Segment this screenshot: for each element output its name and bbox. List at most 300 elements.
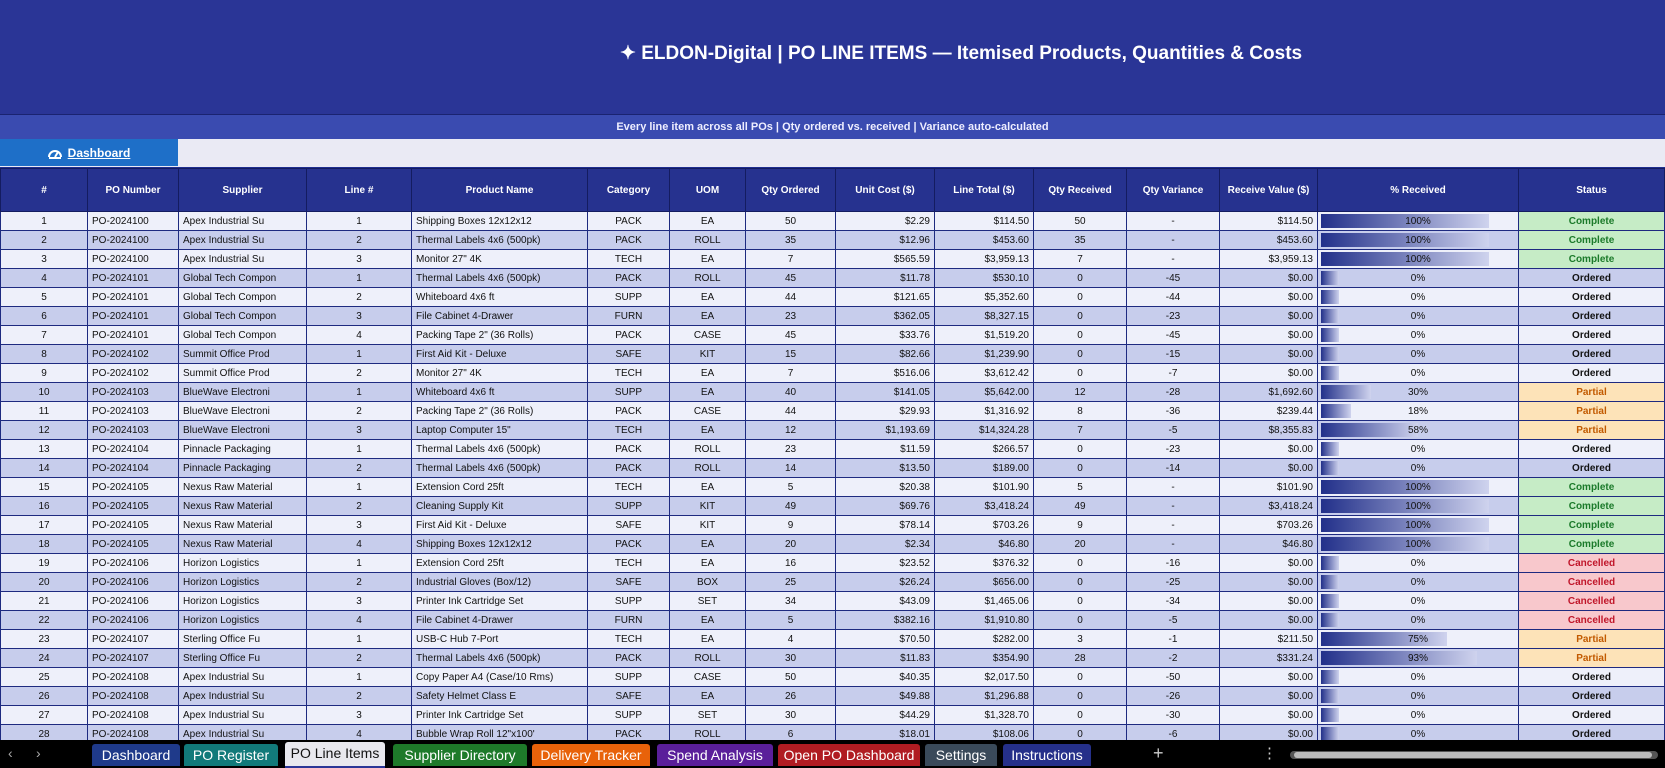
table-cell[interactable]: $5,642.00 [935,383,1034,402]
table-row[interactable] [1,383,1665,402]
table-cell[interactable]: 5 [746,611,836,630]
table-cell[interactable]: 1 [307,554,412,573]
table-cell[interactable]: $82.66 [836,345,935,364]
table-cell[interactable]: $1,910.80 [935,611,1034,630]
table-cell[interactable]: 3 [1,250,88,269]
table-cell[interactable]: Monitor 27" 4K [412,364,588,383]
table-cell[interactable]: -45 [1127,269,1220,288]
table-cell[interactable]: $0.00 [1220,307,1318,326]
table-row[interactable] [1,250,1665,269]
column-header[interactable]: Supplier [179,169,307,212]
table-cell[interactable]: $78.14 [836,516,935,535]
table-cell[interactable] [1318,250,1519,269]
table-cell[interactable]: SAFE [588,345,670,364]
table-cell[interactable]: PO-2024101 [88,326,179,345]
table-cell[interactable]: 3 [307,250,412,269]
table-cell[interactable]: $2.34 [836,535,935,554]
table-cell[interactable]: FURN [588,611,670,630]
table-cell[interactable]: $0.00 [1220,459,1318,478]
table-cell[interactable]: 16 [746,554,836,573]
sheet-tab[interactable]: Supplier Directory [393,744,527,766]
table-cell[interactable]: Nexus Raw Material [179,478,307,497]
table-cell[interactable]: PO-2024107 [88,649,179,668]
table-row[interactable] [1,497,1665,516]
status-badge[interactable]: Complete [1519,250,1665,269]
table-cell[interactable]: 3 [307,421,412,440]
table-cell[interactable]: Horizon Logistics [179,554,307,573]
table-cell[interactable]: -36 [1127,402,1220,421]
table-cell[interactable]: Shipping Boxes 12x12x12 [412,212,588,231]
plus-icon[interactable]: + [1153,743,1164,763]
table-cell[interactable]: $23.52 [836,554,935,573]
table-cell[interactable] [1318,611,1519,630]
table-cell[interactable]: FURN [588,307,670,326]
column-header[interactable]: Line # [307,169,412,212]
table-cell[interactable]: $1,519.20 [935,326,1034,345]
table-cell[interactable]: $0.00 [1220,573,1318,592]
table-cell[interactable] [1318,269,1519,288]
column-header[interactable]: Product Name [412,169,588,212]
table-cell[interactable]: Printer Ink Cartridge Set [412,592,588,611]
table-cell[interactable]: $43.09 [836,592,935,611]
table-cell[interactable]: File Cabinet 4-Drawer [412,307,588,326]
table-cell[interactable]: 30 [746,706,836,725]
table-cell[interactable]: 4 [746,630,836,649]
table-cell[interactable]: 2 [307,231,412,250]
table-cell[interactable]: 0 [1034,326,1127,345]
table-cell[interactable]: $0.00 [1220,326,1318,345]
table-cell[interactable]: PO-2024106 [88,573,179,592]
table-cell[interactable]: Safety Helmet Class E [412,687,588,706]
table-cell[interactable]: $266.57 [935,440,1034,459]
table-cell[interactable]: $703.26 [935,516,1034,535]
table-cell[interactable]: $382.16 [836,611,935,630]
table-cell[interactable]: $0.00 [1220,706,1318,725]
table-cell[interactable] [1318,668,1519,687]
table-cell[interactable]: Apex Industrial Su [179,231,307,250]
table-cell[interactable]: Global Tech Compon [179,307,307,326]
sheet-tab[interactable]: Open PO Dashboard [778,744,920,766]
table-cell[interactable] [1318,497,1519,516]
table-cell[interactable]: $18.01 [836,725,935,744]
table-cell[interactable]: First Aid Kit - Deluxe [412,345,588,364]
status-badge[interactable]: Ordered [1519,307,1665,326]
table-cell[interactable]: 0 [1034,706,1127,725]
table-cell[interactable]: $530.10 [935,269,1034,288]
table-cell[interactable]: 0 [1034,611,1127,630]
table-row[interactable] [1,231,1665,250]
table-row[interactable] [1,573,1665,592]
table-cell[interactable]: 1 [307,345,412,364]
table-cell[interactable] [1318,687,1519,706]
table-cell[interactable]: Laptop Computer 15" [412,421,588,440]
table-cell[interactable]: PO-2024108 [88,687,179,706]
table-row[interactable] [1,516,1665,535]
table-cell[interactable]: $0.00 [1220,345,1318,364]
table-cell[interactable]: 7 [1,326,88,345]
table-cell[interactable]: Industrial Gloves (Box/12) [412,573,588,592]
status-badge[interactable]: Cancelled [1519,592,1665,611]
table-cell[interactable]: Nexus Raw Material [179,516,307,535]
table-row[interactable] [1,706,1665,725]
table-cell[interactable]: PACK [588,459,670,478]
table-cell[interactable]: $8,327.15 [935,307,1034,326]
status-badge[interactable]: Partial [1519,402,1665,421]
table-cell[interactable]: SAFE [588,516,670,535]
table-cell[interactable]: 45 [746,269,836,288]
table-cell[interactable]: $141.05 [836,383,935,402]
table-cell[interactable]: Horizon Logistics [179,611,307,630]
table-cell[interactable]: $69.76 [836,497,935,516]
table-cell[interactable]: Apex Industrial Su [179,250,307,269]
sheet-tab[interactable]: Instructions [1003,744,1091,766]
table-cell[interactable]: 1 [307,269,412,288]
table-cell[interactable]: 44 [746,288,836,307]
table-cell[interactable]: $70.50 [836,630,935,649]
table-cell[interactable]: 24 [1,649,88,668]
table-cell[interactable]: SAFE [588,687,670,706]
table-cell[interactable] [1318,573,1519,592]
table-cell[interactable]: 25 [1,668,88,687]
table-cell[interactable]: EA [670,250,746,269]
table-cell[interactable]: 0 [1034,364,1127,383]
table-cell[interactable]: 1 [307,630,412,649]
table-row[interactable] [1,402,1665,421]
table-cell[interactable]: PO-2024103 [88,383,179,402]
table-cell[interactable]: 2 [307,649,412,668]
table-cell[interactable]: $46.80 [1220,535,1318,554]
table-cell[interactable]: $0.00 [1220,668,1318,687]
table-cell[interactable]: Global Tech Compon [179,288,307,307]
table-row[interactable] [1,288,1665,307]
table-cell[interactable]: Thermal Labels 4x6 (500pk) [412,459,588,478]
table-cell[interactable]: $0.00 [1220,725,1318,744]
table-cell[interactable]: TECH [588,478,670,497]
table-cell[interactable]: SAFE [588,573,670,592]
table-cell[interactable]: PO-2024104 [88,459,179,478]
table-cell[interactable]: SUPP [588,288,670,307]
table-cell[interactable]: 44 [746,402,836,421]
table-cell[interactable]: TECH [588,554,670,573]
column-header[interactable]: Qty Received [1034,169,1127,212]
status-badge[interactable]: Ordered [1519,269,1665,288]
table-cell[interactable]: PACK [588,212,670,231]
table-cell[interactable]: 2 [307,497,412,516]
table-cell[interactable]: PO-2024105 [88,497,179,516]
column-header[interactable]: Qty Variance [1127,169,1220,212]
table-cell[interactable]: 40 [746,383,836,402]
table-cell[interactable]: $1,296.88 [935,687,1034,706]
table-cell[interactable]: 9 [746,516,836,535]
table-cell[interactable] [1318,345,1519,364]
table-cell[interactable]: $453.60 [1220,231,1318,250]
table-cell[interactable]: $362.05 [836,307,935,326]
table-cell[interactable]: 0 [1034,345,1127,364]
table-cell[interactable]: EA [670,364,746,383]
table-cell[interactable]: $11.83 [836,649,935,668]
table-row[interactable] [1,326,1665,345]
table-cell[interactable]: $11.59 [836,440,935,459]
status-badge[interactable]: Ordered [1519,345,1665,364]
table-cell[interactable]: EA [670,535,746,554]
table-cell[interactable]: 0 [1034,592,1127,611]
table-cell[interactable]: - [1127,516,1220,535]
table-cell[interactable]: Horizon Logistics [179,573,307,592]
table-cell[interactable]: 49 [1034,497,1127,516]
table-row[interactable] [1,687,1665,706]
table-cell[interactable]: 12 [746,421,836,440]
status-badge[interactable]: Ordered [1519,326,1665,345]
table-row[interactable] [1,421,1665,440]
status-badge[interactable]: Ordered [1519,459,1665,478]
table-cell[interactable]: $33.76 [836,326,935,345]
table-row[interactable] [1,459,1665,478]
table-cell[interactable]: 8 [1,345,88,364]
table-cell[interactable]: -15 [1127,345,1220,364]
table-cell[interactable]: $1,316.92 [935,402,1034,421]
table-cell[interactable] [1318,307,1519,326]
table-cell[interactable]: ROLL [670,231,746,250]
sheet-tab[interactable]: Delivery Tracker [532,744,650,766]
table-cell[interactable]: 16 [1,497,88,516]
table-cell[interactable]: 3 [307,592,412,611]
table-cell[interactable]: 1 [307,668,412,687]
table-row[interactable] [1,535,1665,554]
table-cell[interactable]: -5 [1127,611,1220,630]
table-cell[interactable]: KIT [670,497,746,516]
table-cell[interactable]: $703.26 [1220,516,1318,535]
table-cell[interactable]: PACK [588,535,670,554]
table-cell[interactable]: $0.00 [1220,592,1318,611]
table-cell[interactable]: 0 [1034,307,1127,326]
table-cell[interactable]: 28 [1034,649,1127,668]
table-cell[interactable]: $239.44 [1220,402,1318,421]
table-cell[interactable]: $3,418.24 [935,497,1034,516]
table-cell[interactable]: PO-2024100 [88,231,179,250]
table-cell[interactable]: TECH [588,421,670,440]
table-cell[interactable]: 0 [1034,573,1127,592]
table-cell[interactable]: 20 [1034,535,1127,554]
table-cell[interactable]: $3,612.42 [935,364,1034,383]
table-cell[interactable]: PO-2024100 [88,212,179,231]
table-cell[interactable]: $1,239.90 [935,345,1034,364]
table-cell[interactable]: KIT [670,516,746,535]
table-cell[interactable]: BlueWave Electroni [179,383,307,402]
column-header[interactable]: # [1,169,88,212]
table-cell[interactable]: USB-C Hub 7-Port [412,630,588,649]
table-cell[interactable]: 15 [746,345,836,364]
table-cell[interactable]: Sterling Office Fu [179,630,307,649]
table-cell[interactable]: 18 [1,535,88,554]
table-cell[interactable]: ROLL [670,725,746,744]
table-cell[interactable]: PO-2024105 [88,516,179,535]
table-cell[interactable]: $453.60 [935,231,1034,250]
table-cell[interactable] [1318,630,1519,649]
scrollbar-thumb[interactable] [1294,752,1652,758]
table-cell[interactable] [1318,364,1519,383]
table-cell[interactable]: TECH [588,250,670,269]
table-cell[interactable]: $565.59 [836,250,935,269]
table-cell[interactable]: Global Tech Compon [179,326,307,345]
table-cell[interactable]: 19 [1,554,88,573]
table-cell[interactable]: -14 [1127,459,1220,478]
table-cell[interactable]: Copy Paper A4 (Case/10 Rms) [412,668,588,687]
table-row[interactable] [1,649,1665,668]
table-cell[interactable]: EA [670,630,746,649]
table-cell[interactable]: 7 [1034,250,1127,269]
table-cell[interactable]: EA [670,288,746,307]
table-cell[interactable]: 50 [746,212,836,231]
table-cell[interactable]: $44.29 [836,706,935,725]
table-cell[interactable]: EA [670,611,746,630]
table-cell[interactable]: $0.00 [1220,554,1318,573]
table-cell[interactable]: EA [670,554,746,573]
table-cell[interactable]: PO-2024101 [88,288,179,307]
status-badge[interactable]: Complete [1519,212,1665,231]
table-cell[interactable]: PO-2024106 [88,592,179,611]
table-row[interactable] [1,345,1665,364]
table-cell[interactable]: PACK [588,440,670,459]
column-header[interactable]: Unit Cost ($) [836,169,935,212]
table-cell[interactable]: PO-2024107 [88,630,179,649]
table-cell[interactable]: $121.65 [836,288,935,307]
table-cell[interactable]: Packing Tape 2" (36 Rolls) [412,402,588,421]
table-cell[interactable]: -25 [1127,573,1220,592]
table-cell[interactable]: PO-2024106 [88,611,179,630]
status-badge[interactable]: Partial [1519,630,1665,649]
table-cell[interactable]: - [1127,478,1220,497]
table-cell[interactable]: 34 [746,592,836,611]
status-badge[interactable]: Ordered [1519,706,1665,725]
table-cell[interactable] [1318,421,1519,440]
table-cell[interactable]: 2 [307,402,412,421]
table-cell[interactable]: 0 [1034,459,1127,478]
table-cell[interactable]: $12.96 [836,231,935,250]
table-cell[interactable]: 49 [746,497,836,516]
table-cell[interactable]: 9 [1034,516,1127,535]
table-cell[interactable]: -50 [1127,668,1220,687]
table-cell[interactable]: $3,418.24 [1220,497,1318,516]
table-cell[interactable]: $11.78 [836,269,935,288]
table-cell[interactable]: BlueWave Electroni [179,402,307,421]
table-cell[interactable]: PACK [588,649,670,668]
table-cell[interactable]: $26.24 [836,573,935,592]
sheet-tab[interactable]: Dashboard [92,744,180,766]
table-cell[interactable]: First Aid Kit - Deluxe [412,516,588,535]
table-cell[interactable]: 1 [307,478,412,497]
table-cell[interactable]: Bubble Wrap Roll 12"x100' [412,725,588,744]
table-cell[interactable]: -5 [1127,421,1220,440]
table-cell[interactable] [1318,516,1519,535]
table-cell[interactable]: SET [670,592,746,611]
table-cell[interactable]: EA [670,307,746,326]
table-cell[interactable]: PO-2024102 [88,364,179,383]
table-cell[interactable] [1318,459,1519,478]
table-cell[interactable]: $1,692.60 [1220,383,1318,402]
status-badge[interactable]: Ordered [1519,687,1665,706]
table-cell[interactable]: $1,193.69 [836,421,935,440]
table-cell[interactable]: 23 [746,440,836,459]
chevron-right-icon[interactable]: › [36,745,41,761]
table-cell[interactable]: -23 [1127,440,1220,459]
table-cell[interactable]: KIT [670,345,746,364]
table-cell[interactable]: Apex Industrial Su [179,706,307,725]
table-cell[interactable]: Apex Industrial Su [179,687,307,706]
table-cell[interactable]: $46.80 [935,535,1034,554]
table-cell[interactable]: $49.88 [836,687,935,706]
table-cell[interactable]: -44 [1127,288,1220,307]
column-header[interactable]: Category [588,169,670,212]
table-cell[interactable]: 1 [1,212,88,231]
table-cell[interactable] [1318,535,1519,554]
table-cell[interactable]: $8,355.83 [1220,421,1318,440]
table-cell[interactable]: $211.50 [1220,630,1318,649]
column-header[interactable]: Line Total ($) [935,169,1034,212]
table-cell[interactable]: ROLL [670,440,746,459]
status-badge[interactable]: Cancelled [1519,573,1665,592]
table-cell[interactable]: $114.50 [935,212,1034,231]
table-cell[interactable]: SUPP [588,706,670,725]
table-cell[interactable]: Packing Tape 2" (36 Rolls) [412,326,588,345]
table-cell[interactable]: $29.93 [836,402,935,421]
table-cell[interactable]: EA [670,421,746,440]
chevron-left-icon[interactable]: ‹ [8,745,13,761]
table-cell[interactable]: -6 [1127,725,1220,744]
table-cell[interactable]: Thermal Labels 4x6 (500pk) [412,269,588,288]
table-cell[interactable]: Sterling Office Fu [179,649,307,668]
table-cell[interactable]: 5 [746,478,836,497]
table-cell[interactable]: 1 [307,383,412,402]
table-cell[interactable]: 0 [1034,554,1127,573]
status-badge[interactable]: Complete [1519,516,1665,535]
table-cell[interactable]: $0.00 [1220,440,1318,459]
table-cell[interactable]: 13 [1,440,88,459]
table-cell[interactable]: $656.00 [935,573,1034,592]
table-cell[interactable]: PO-2024105 [88,535,179,554]
table-cell[interactable]: 2 [307,687,412,706]
table-cell[interactable]: Summit Office Prod [179,364,307,383]
table-cell[interactable]: 0 [1034,269,1127,288]
table-cell[interactable]: 1 [307,212,412,231]
table-cell[interactable]: 25 [746,573,836,592]
table-cell[interactable]: 27 [1,706,88,725]
dashboard-link[interactable] [0,139,178,166]
table-cell[interactable]: PACK [588,269,670,288]
table-cell[interactable]: $5,352.60 [935,288,1034,307]
table-cell[interactable]: Apex Industrial Su [179,725,307,744]
table-cell[interactable]: PO-2024102 [88,345,179,364]
table-cell[interactable]: 50 [1034,212,1127,231]
status-badge[interactable]: Complete [1519,478,1665,497]
table-cell[interactable]: $282.00 [935,630,1034,649]
table-cell[interactable] [1318,478,1519,497]
table-row[interactable] [1,554,1665,573]
table-cell[interactable]: Apex Industrial Su [179,668,307,687]
status-badge[interactable]: Cancelled [1519,554,1665,573]
table-cell[interactable]: ROLL [670,649,746,668]
table-cell[interactable]: EA [670,478,746,497]
table-cell[interactable]: PO-2024104 [88,440,179,459]
table-cell[interactable]: $189.00 [935,459,1034,478]
table-cell[interactable]: BOX [670,573,746,592]
table-cell[interactable]: 2 [307,288,412,307]
table-cell[interactable]: Thermal Labels 4x6 (500pk) [412,440,588,459]
table-cell[interactable]: $376.32 [935,554,1034,573]
table-row[interactable] [1,307,1665,326]
table-cell[interactable]: -30 [1127,706,1220,725]
sheet-tab[interactable]: PO Line Items [285,742,385,768]
status-badge[interactable]: Complete [1519,231,1665,250]
